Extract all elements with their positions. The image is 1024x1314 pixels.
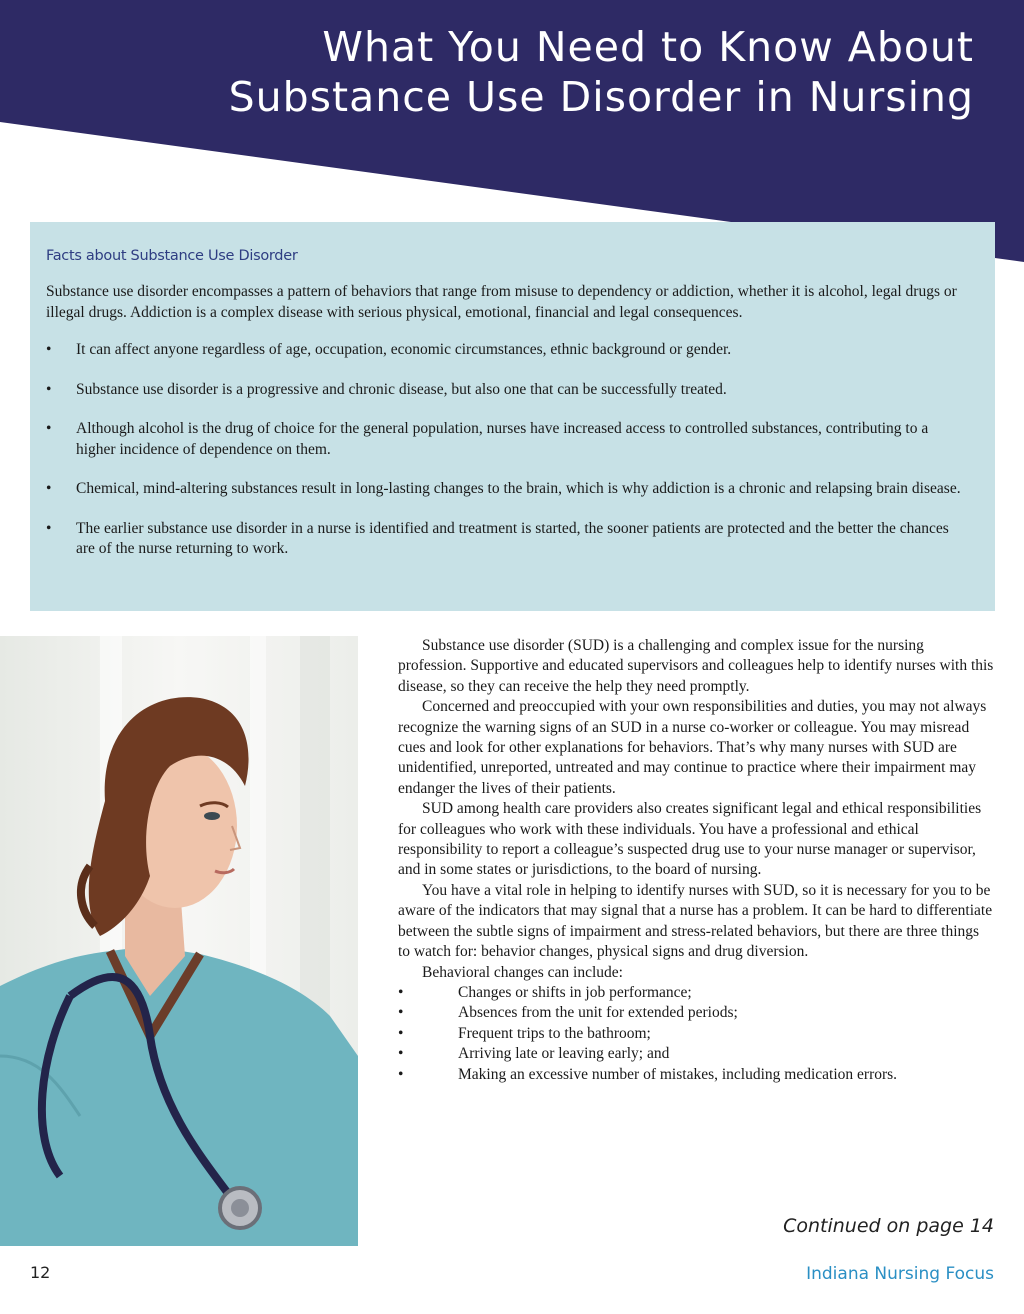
behavior-item: • Absences from the unit for extended periods; [398, 1003, 994, 1023]
behavior-item: • Changes or shifts in job performance; [398, 983, 994, 1003]
continued-note: Continued on page 14 [783, 1215, 994, 1237]
behavior-item: • Frequent trips to the bathroom; [398, 1024, 994, 1044]
behavior-item: • Making an excessive number of mistakes, including medication errors. [398, 1065, 994, 1085]
facts-intro: Substance use disorder encompasses a pattern of behaviors that range from misuse to dependency or addiction, whether it is alcohol, legal drugs or illegal drugs. Addiction is a complex disease with serious physical, emotional, financial and legal consequences. [46, 283, 957, 321]
behavior-list [398, 983, 994, 1085]
facts-bullet: • It can affect anyone regardless of age, occupation, economic circumstances, ethnic background or gender. [46, 340, 971, 361]
nurse-illustration [0, 636, 358, 1246]
behavior-item: • Arriving late or leaving early; and [398, 1044, 994, 1064]
nurse-photo [0, 636, 358, 1246]
page-number: 12 [30, 1263, 51, 1282]
facts-bullet: • The earlier substance use disorder in a nurse is identified and treatment is started, the sooner patients are protected and the better the chances are of the nurse returning to work. [46, 519, 971, 560]
article-paragraph: SUD among health care providers also creates significant legal and ethical responsibilities for colleagues who work with these individuals. You have a professional and ethical responsibility to report a colleague’s suspected drug use to your nurse manager or supervisor, and in some states or jurisdictions, to the board of nursing. [398, 800, 982, 879]
article-paragraph: You have a vital role in helping to identify nurses with SUD, so it is necessary for you to be aware of the indicators that may signal that a nurse has a problem. It can be hard to differentiate between the subtle signs of impairment and stress-related behaviors, but there are three things to watch for: behavior changes, physical signs and drug diversion. [398, 881, 993, 961]
facts-box [30, 222, 995, 611]
page-title [34, 22, 974, 122]
page-title-line-2: Substance Use Disorder in Nursing [228, 73, 974, 121]
facts-bullet: • Although alcohol is the drug of choice for the general population, nurses have increased access to controlled substances, contributing to a higher incidence of dependence on them. [46, 419, 971, 460]
article-paragraph: Substance use disorder (SUD) is a challenging and complex issue for the nursing profession. Supportive and educated supervisors and colleagues help to identify nurses with this disease, so they can receive the help they need promptly. [398, 637, 994, 695]
article-paragraph: Concerned and preoccupied with your own responsibilities and duties, you may not always recognize the warning signs of an SUD in a nurse co-worker or colleague. You may misread cues and look for other explanations for behaviors. That’s why many nurses with SUD are unidentified, unreported, untreated and may continue to practice where their impairment may endanger the lives of their patients. [398, 698, 987, 797]
facts-heading: Facts about Substance Use Disorder [46, 248, 298, 264]
facts-bullet: • Substance use disorder is a progressive and chronic disease, but also one that can be successfully treated. [46, 380, 971, 401]
facts-bullet: • Chemical, mind-altering substances result in long-lasting changes to the brain, which is why addiction is a chronic and relapsing brain disease. [46, 479, 971, 500]
facts-list [46, 340, 971, 560]
article-paragraph: Behavioral changes can include: [422, 963, 623, 981]
article-body [398, 636, 994, 1085]
publication-name: Indiana Nursing Focus [806, 1264, 994, 1284]
page-title-line-1: What You Need to Know About [322, 23, 974, 71]
